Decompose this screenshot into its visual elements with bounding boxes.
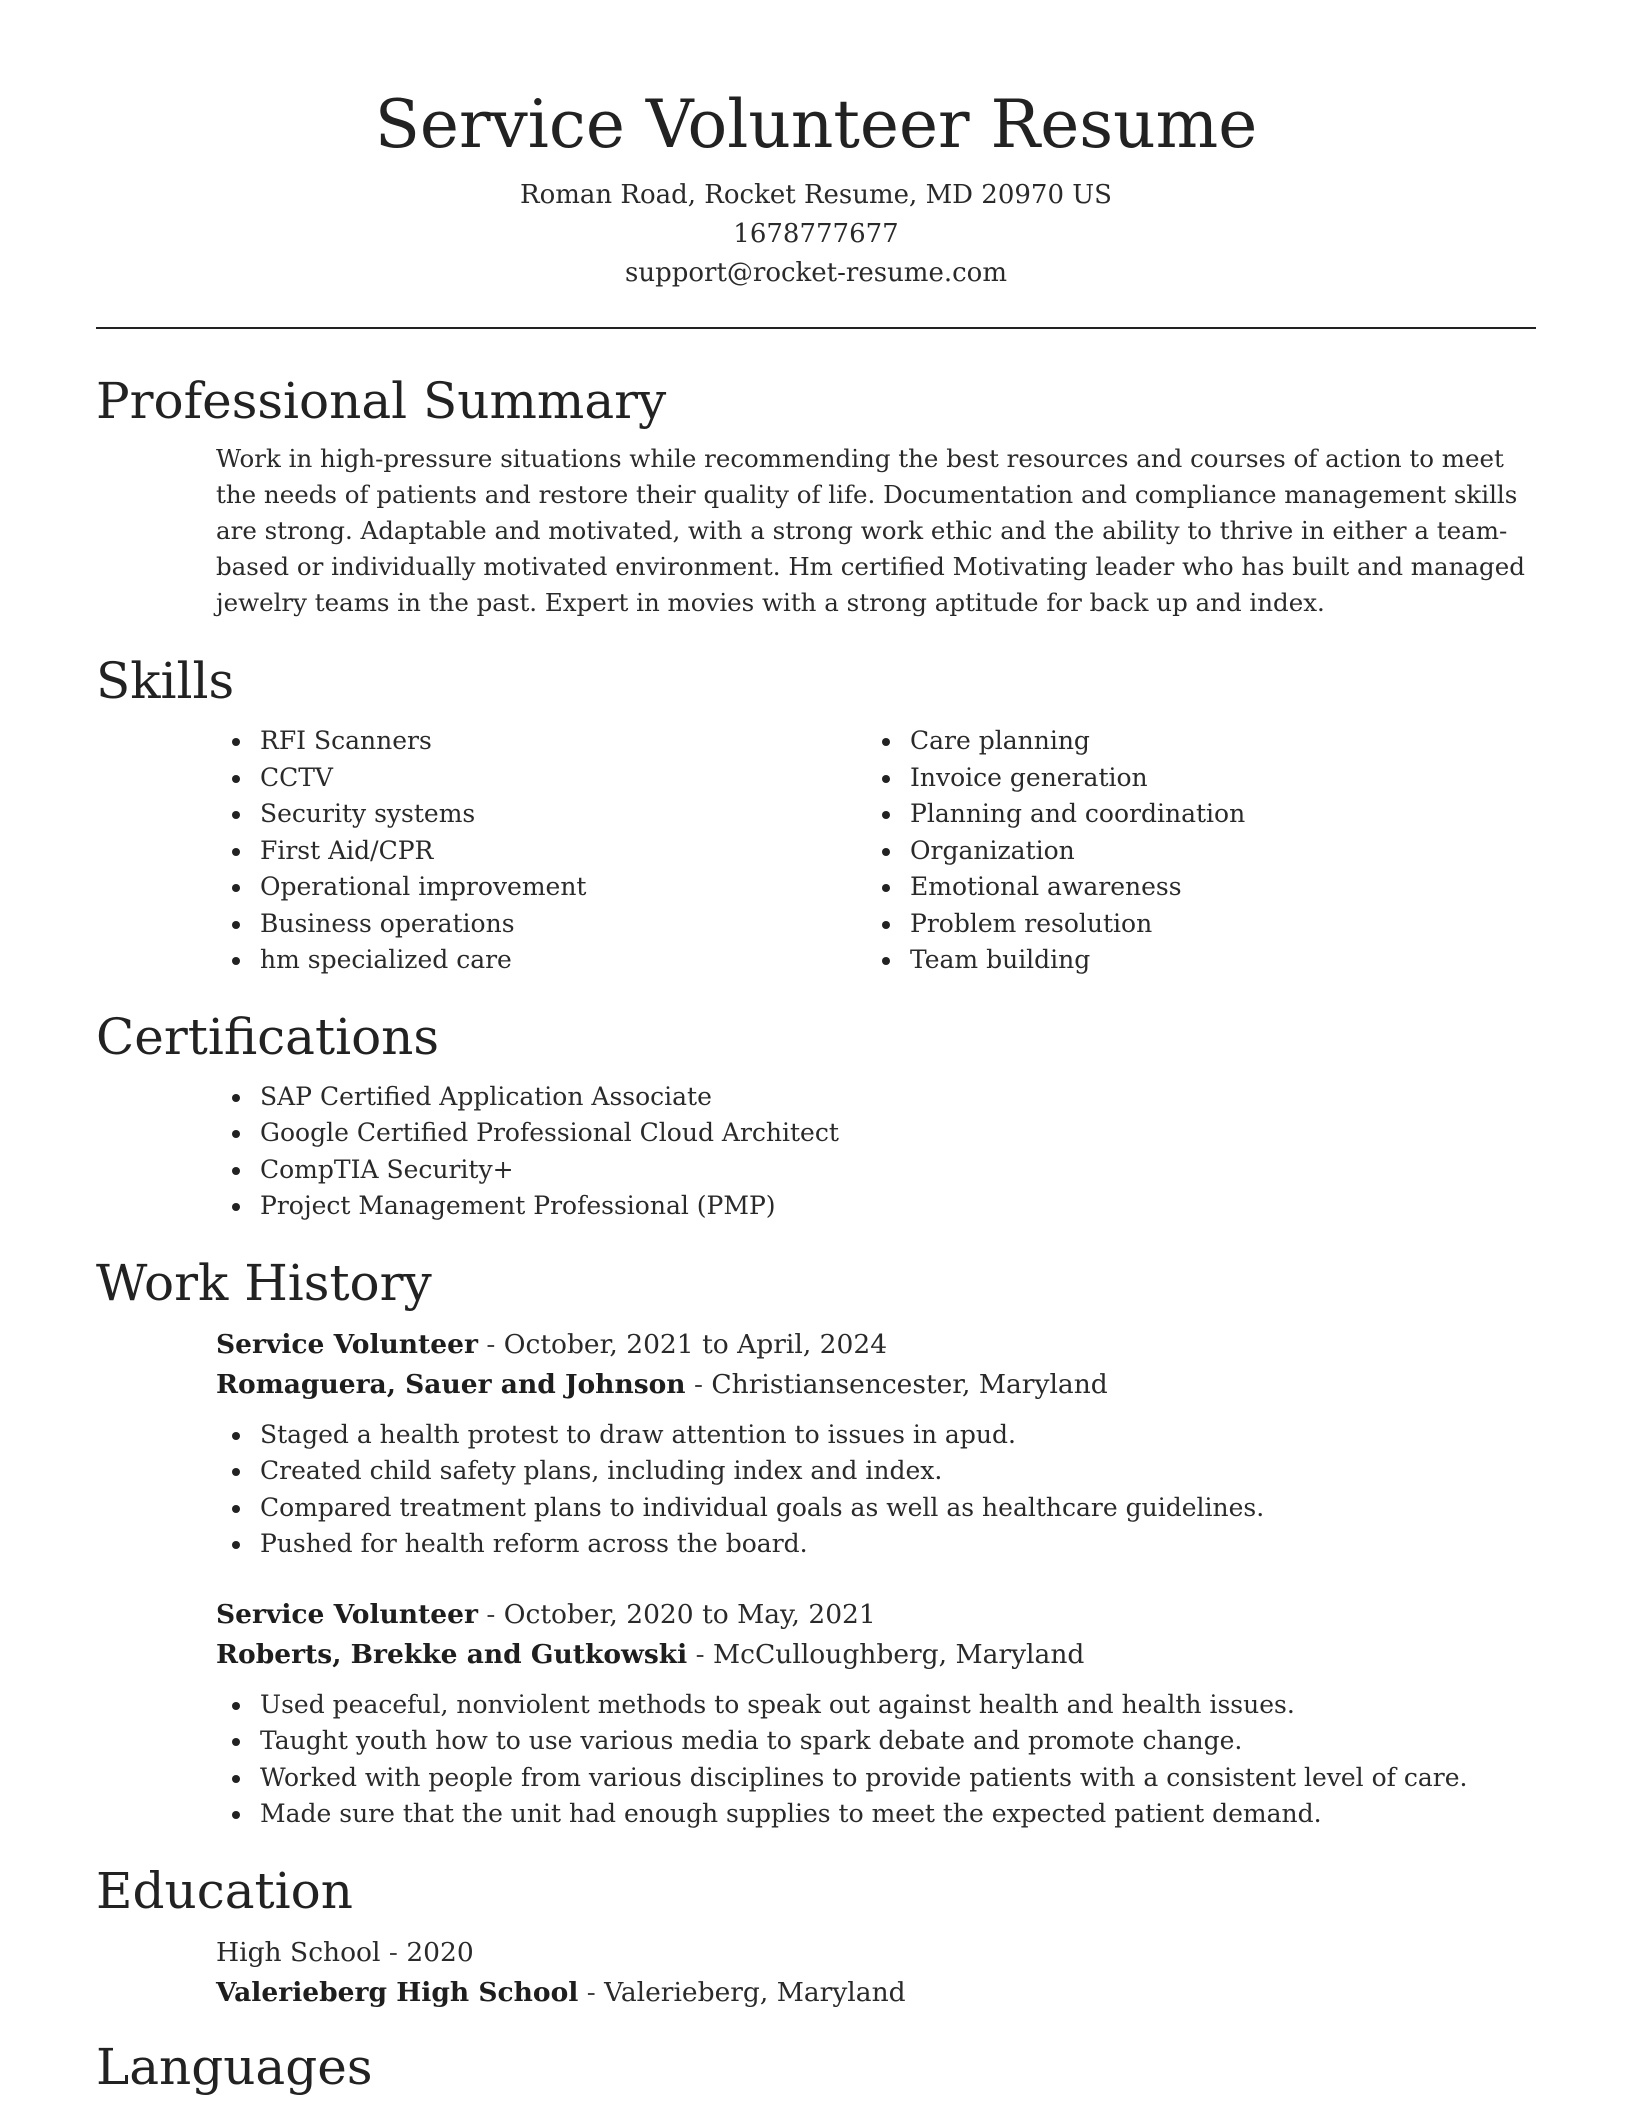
skill-item: Organization: [866, 833, 1516, 870]
education-degree-line: [216, 1933, 1536, 1973]
job-dates: October, 2020 to May, 2021: [503, 1598, 876, 1630]
job-entry: [216, 1595, 1536, 1833]
summary-section: [96, 371, 1536, 621]
education-school-line: [216, 1973, 1536, 2013]
certifications-heading: Certifications: [96, 1007, 440, 1066]
certifications-section: [96, 1007, 1536, 1225]
job-role: Service Volunteer: [216, 1598, 478, 1630]
job-dates: October, 2021 to April, 2024: [503, 1328, 888, 1360]
education-location: Valerieberg, Maryland: [604, 1976, 906, 2008]
job-title-line: [216, 1595, 1536, 1635]
education-degree: High School: [216, 1936, 381, 1968]
education-school: Valerieberg High School: [216, 1976, 579, 2008]
skills-list-right: [866, 723, 1516, 979]
contact-block: [96, 176, 1536, 293]
skills-grid: [96, 723, 1536, 979]
separator: -: [687, 1638, 714, 1670]
summary-body: [96, 441, 1536, 621]
skill-item: Operational improvement: [216, 869, 866, 906]
job-title-line: [216, 1325, 1536, 1365]
resume-page: [96, 0, 1536, 2112]
job-bullet: Created child safety plans, including index and index.: [216, 1453, 1536, 1490]
job-bullet: Pushed for health reform across the board.: [216, 1526, 1536, 1563]
languages-section: [96, 2037, 1536, 2097]
job-bullets: [216, 1417, 1536, 1563]
skill-item: Planning and coordination: [866, 796, 1516, 833]
skill-item: Problem resolution: [866, 906, 1516, 943]
skill-item: Business operations: [216, 906, 866, 943]
certification-item: CompTIA Security+: [216, 1152, 1536, 1189]
address: Roman Road, Rocket Resume, MD 20970 US: [520, 180, 1112, 210]
skill-item: Invoice generation: [866, 760, 1516, 797]
skills-column-left: [216, 723, 866, 979]
job-entry: [216, 1325, 1536, 1563]
job-company-line: [216, 1635, 1536, 1675]
certifications-list: [216, 1079, 1536, 1225]
certification-item: Google Certified Professional Cloud Architect: [216, 1115, 1536, 1152]
work-heading: Work History: [96, 1253, 432, 1312]
resume-title: Service Volunteer Resume: [374, 86, 1258, 163]
job-bullet: Taught youth how to use various media to spark debate and promote change.: [216, 1723, 1536, 1760]
separator: -: [477, 1598, 504, 1630]
education-heading: Education: [96, 1861, 353, 1920]
education-section: [96, 1861, 1536, 2013]
job-company: Romaguera, Sauer and Johnson: [216, 1368, 686, 1400]
job-bullet: Used peaceful, nonviolent methods to speak out against health and health issues.: [216, 1687, 1536, 1724]
skills-heading: Skills: [96, 652, 235, 710]
languages-heading: Languages: [96, 2037, 373, 2096]
resume-header: [96, 0, 1536, 293]
skill-item: Security systems: [216, 796, 866, 833]
separator: -: [685, 1368, 712, 1400]
skill-item: hm specialized care: [216, 942, 866, 979]
summary-text: Work in high-pressure situations while recommending the best resources and courses of action to meet the needs of patients and restore their quality of life. Documentation and compliance management skills are strong. Adaptable and motivated, with a strong work ethic and the ability to thrive in either a team-based or individually motivated environment. Hm certified Motivating leader who has built and managed jewelry teams in the past. Expert in movies with a strong aptitude for back up and index.: [216, 444, 1525, 617]
skill-item: RFI Scanners: [216, 723, 866, 760]
separator: -: [477, 1328, 504, 1360]
certifications-body: [96, 1079, 1536, 1225]
education-year: 2020: [406, 1936, 474, 1968]
job-bullets: [216, 1687, 1536, 1833]
separator: -: [380, 1936, 407, 1968]
certification-item: SAP Certified Application Associate: [216, 1079, 1536, 1116]
job-bullet: Compared treatment plans to individual goals as well as healthcare guidelines.: [216, 1490, 1536, 1527]
education-body: [96, 1933, 1536, 2013]
separator: -: [578, 1976, 605, 2008]
job-location: Christiansencester, Maryland: [711, 1368, 1108, 1400]
header-divider: [96, 327, 1536, 329]
skills-section: [96, 651, 1536, 979]
summary-heading: Professional Summary: [96, 372, 667, 430]
job-bullet: Staged a health protest to draw attention to issues in apud.: [216, 1417, 1536, 1454]
skill-item: First Aid/CPR: [216, 833, 866, 870]
job-company-line: [216, 1365, 1536, 1405]
job-bullet: Made sure that the unit had enough supplies to meet the expected patient demand.: [216, 1796, 1536, 1833]
job-location: McCulloughberg, Maryland: [713, 1638, 1085, 1670]
skills-column-right: [866, 723, 1516, 979]
skill-item: Emotional awareness: [866, 869, 1516, 906]
work-body: [96, 1325, 1536, 1833]
skill-item: Team building: [866, 942, 1516, 979]
job-role: Service Volunteer: [216, 1328, 478, 1360]
job-bullet: Worked with people from various disciplines to provide patients with a consistent level of care.: [216, 1760, 1536, 1797]
email: support@rocket-resume.com: [624, 258, 1007, 288]
work-section: [96, 1253, 1536, 1833]
job-company: Roberts, Brekke and Gutkowski: [216, 1638, 688, 1670]
skills-list-left: [216, 723, 866, 979]
skill-item: Care planning: [866, 723, 1516, 760]
certification-item: Project Management Professional (PMP): [216, 1188, 1536, 1225]
skill-item: CCTV: [216, 760, 866, 797]
phone: 1678777677: [733, 219, 899, 249]
